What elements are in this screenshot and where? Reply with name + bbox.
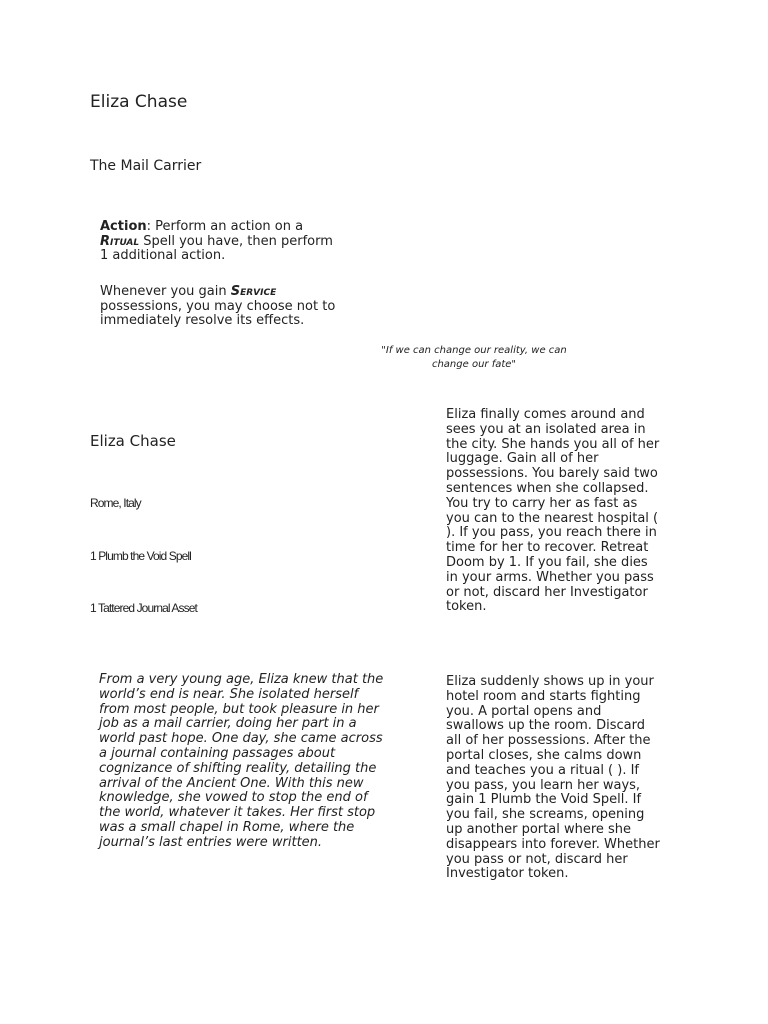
action-label: Action xyxy=(100,219,147,234)
starting-location: Rome, Italy xyxy=(90,496,141,510)
action-text-start: : Perform an action on a xyxy=(146,219,304,234)
flavor-quote: "If we can change our reality, we can change our fate" xyxy=(381,345,567,370)
action-text-end: Spell you have, then perform 1 additional action. xyxy=(100,233,333,264)
ritual-keyword: Ritual xyxy=(100,233,140,249)
action-ability xyxy=(100,220,340,264)
passive-ability xyxy=(100,285,340,329)
investigator-name: Eliza Chase xyxy=(90,92,188,112)
backstory-text: From a very young age, Eliza knew that the world’s end is near. She isolated herself from most people, but took pleasure in her job as a mail carrier, doing her part in a world past hope. One day, she came across a journal containing passages about cognizance of shifting reality, detailing the arrival of the Ancient One. With this new knowledge, she vowed to stop the end of the world, whatever it takes. Her first stop was a small chapel in Rome, where the journal’s last entries were written. xyxy=(99,672,384,850)
back-investigator-name: Eliza Chase xyxy=(90,432,176,450)
passive-text-end: possessions, you may choose not to immediately resolve its effects. xyxy=(100,298,336,329)
starting-spell: 1 Plumb the Void Spell xyxy=(90,549,191,563)
starting-asset: 1 Tattered Journal Asset xyxy=(90,601,197,615)
devoured-encounter-text: Eliza suddenly shows up in your hotel room and starts fighting you. A portal opens and swallows up the room. Discard all of her possessions. After the portal closes, she calms down and teaches you a ritual ( ). If you pass, you learn her ways, gain 1 Plumb the Void Spell. If you fail, she screams, opening up another portal where she disappears into forever. Whether you pass or not, discard her Investigator token. xyxy=(446,674,660,882)
investigator-title: The Mail Carrier xyxy=(90,158,202,174)
passive-text-start: Whenever you gain xyxy=(100,284,231,299)
defeated-encounter-text: Eliza finally comes around and sees you at an isolated area in the city. She hands you all of her luggage. Gain all of her possessions. You barely said two sentences when she collapsed. You try to carry her as fast as you can to the nearest hospital ( ). If you pass, you reach there in time for her to recover. Retreat Doom by 1. If you fail, she dies in your arms. Whether you pass or not, discard her Investigator token. xyxy=(446,407,660,615)
service-keyword: Service xyxy=(230,284,277,299)
